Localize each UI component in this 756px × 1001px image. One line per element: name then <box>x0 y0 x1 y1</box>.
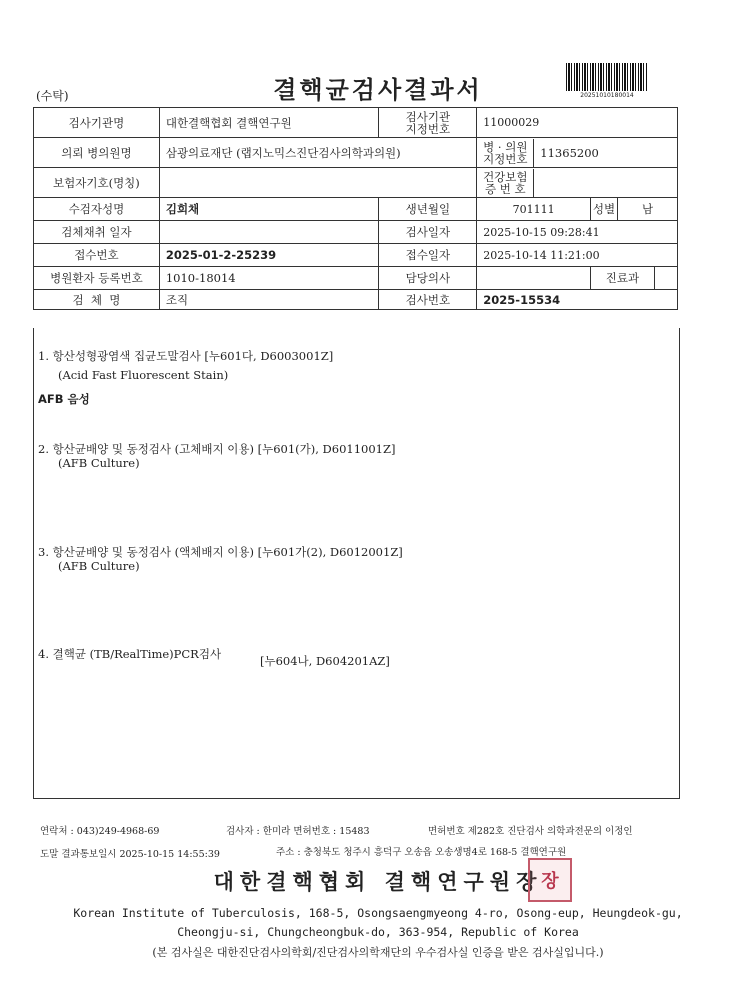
test-date: 2025-10-15 09:28:41 <box>477 221 678 244</box>
receipt-no: 2025-01-2-25239 <box>159 244 379 267</box>
certification-note: (본 검사실은 대한진단검사의학회/진단검사의학재단의 우수검사실 인증을 받은 검사실입니다.) <box>152 946 604 959</box>
item4-code: [누604나, D604201AZ] <box>260 654 390 668</box>
lab-name-label: 검사기관명 <box>34 108 160 138</box>
dob: 701111 <box>477 198 591 221</box>
item1-result: AFB 음성 <box>38 392 90 406</box>
item3-subtitle: (AFB Culture) <box>58 559 140 573</box>
department-cell <box>590 267 677 290</box>
insurance-id-label-line2: 증 번 호 <box>484 181 526 196</box>
insurer-label: 보험자기호(명칭) <box>34 168 160 198</box>
sex: 남 <box>618 198 678 221</box>
reg-no-label: 병원환자 등록번호 <box>34 267 160 290</box>
hospital-name: 삼광의료재단 (랩지노믹스진단검사의학과의원) <box>159 138 476 168</box>
lab-name: 대한결핵협회 결핵연구원 <box>159 108 379 138</box>
barcode <box>566 63 648 91</box>
item4-title: 4. 결핵균 (TB/RealTime)PCR검사 <box>38 647 222 661</box>
department-label: 진료과 <box>591 267 655 289</box>
receipt-date: 2025-10-14 11:21:00 <box>477 244 678 267</box>
lab-id-label-line1: 검사기관 <box>405 109 451 124</box>
dob-label: 생년월일 <box>379 198 477 221</box>
results-box <box>33 328 680 799</box>
smear-notice: 도말 결과통보일시 2025-10-15 14:55:39 <box>40 849 220 860</box>
test-no: 2025-15534 <box>477 290 678 310</box>
lab-id: 11000029 <box>477 108 678 138</box>
specimen: 조직 <box>159 290 379 310</box>
test-date-label: 검사일자 <box>379 221 477 244</box>
barcode-number: 20251010180014 <box>580 92 634 99</box>
reg-no: 1010-18014 <box>159 267 379 290</box>
examiner: 검사자 : 한미라 면허번호 : 15483 <box>226 826 370 837</box>
hospital-id-label-line2: 지정번호 <box>483 151 528 166</box>
lab-id-label <box>379 108 477 138</box>
insurer <box>159 168 476 198</box>
receipt-no-label: 접수번호 <box>34 244 160 267</box>
collection-date <box>159 221 379 244</box>
hospital-label: 의뢰 병의원명 <box>34 138 160 168</box>
item1-subtitle: (Acid Fast Fluorescent Stain) <box>58 368 229 382</box>
test-no-label: 검사번호 <box>379 290 477 310</box>
document-title: 결핵균검사결과서 <box>273 76 483 104</box>
hospital-id-label-line1: 병 · 의원 <box>483 139 528 154</box>
patient-name: 김희채 <box>159 198 379 221</box>
institute-address-en-2: Cheongju-si, Chungcheongbuk-do, 363-954, Republic of Korea <box>177 925 579 939</box>
hospital-id-cell <box>477 138 678 168</box>
specialist: 면허번호 제282호 진단검사 의학과전문의 이정인 <box>428 826 633 837</box>
contact: 연락처 : 043)249-4968-69 <box>40 826 160 837</box>
doctor <box>477 267 591 290</box>
hospital-id: 11365200 <box>540 145 599 160</box>
official-seal: 장 <box>528 858 572 902</box>
patient-label: 수검자성명 <box>34 198 160 221</box>
institute-name-ko: 대한결핵협회 결핵연구원장 <box>213 870 543 894</box>
sex-label: 성별 <box>590 198 617 221</box>
specimen-label: 검 체 명 <box>34 290 160 310</box>
item2-title: 2. 항산균배양 및 동정검사 (고체배지 이용) [누601(가), D6011001Z] <box>38 442 396 456</box>
institute-address-en-1: Korean Institute of Tuberculosis, 168-5, Osongsaengmyeong 4-ro, Osong-eup, Heungdeok-gu, <box>73 906 683 920</box>
info-table <box>33 107 678 310</box>
address-ko: 주소 : 충청북도 청주시 흥덕구 오송읍 오송생명4로 168-5 결핵연구원 <box>276 847 567 858</box>
insurance-id-label-line1: 건강보험 <box>483 169 528 184</box>
item3-title: 3. 항산균배양 및 동정검사 (액체배지 이용) [누601가(2), D6012001Z] <box>38 545 403 559</box>
item2-subtitle: (AFB Culture) <box>58 456 140 470</box>
doctor-label: 담당의사 <box>379 267 477 290</box>
receipt-date-label: 접수일자 <box>379 244 477 267</box>
item1-title: 1. 항산성형광염색 집균도말검사 [누601다, D6003001Z] <box>38 349 334 363</box>
lab-id-label-line2: 지정번호 <box>405 121 451 136</box>
collection-date-label: 검체채취 일자 <box>34 221 160 244</box>
receipt-mark: (수탁) <box>36 89 69 103</box>
insurance-id-cell <box>477 168 678 198</box>
